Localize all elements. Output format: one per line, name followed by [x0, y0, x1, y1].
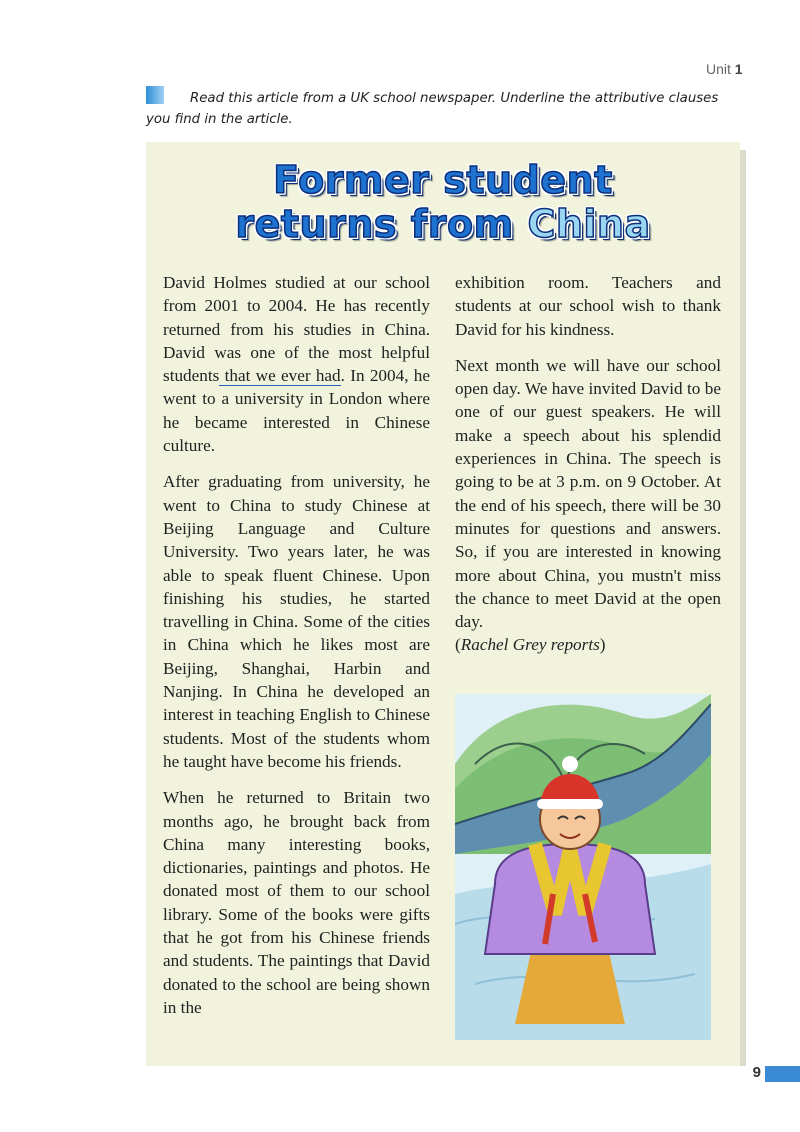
paragraph-1: David Holmes studied at our school from 2001 to 2004. He has recently returned from his studies in China. David was one of the most helpful students that we ever had. In 2004, he went to a university in London where he became interested in Chinese culture. — [163, 273, 430, 456]
byline: Rachel Grey reports — [460, 635, 600, 655]
page-tab — [765, 1066, 800, 1082]
paragraph-5: Next month we will have our school open day. We have invited David to be one of our guest speakers. He will make a speech about his splendid experiences in China. The speech is going to be at 3 p.m. on 9 October. At the end of his speech, there will be 30 minutes for questions and answers. So, if you are interested in knowing more about China, you mustn't miss the chance to meet David at the open day. (Rachel Grey reports) — [455, 355, 721, 655]
underlined-clause[interactable]: that we ever had — [219, 366, 341, 386]
paragraph-3: When he returned to Britain two months ago, he brought back from China many interesting books, dictionaries, paintings and photos. He donated most of them to our school library. Some of the books were gifts that he got from his Chinese friends and students. The paintings that David donated to the school are being shown in the — [163, 788, 430, 1017]
page-number: 9 — [752, 1064, 761, 1081]
title-line-1: Former student — [273, 158, 613, 202]
instruction-text: Read this article from a UK school newspaper. Underline the attributive clauses you find in the article. — [146, 91, 719, 127]
unit-label: Unit 1 — [706, 61, 743, 77]
article-title — [146, 158, 740, 246]
article-left-column — [163, 271, 430, 1032]
title-line-2: returns from China — [235, 202, 651, 246]
title-highlight: China — [527, 202, 651, 246]
unit-number: 1 — [734, 61, 743, 77]
panel-shadow — [740, 150, 746, 1066]
article-right-column — [455, 271, 721, 657]
great-wall-boy-illustration — [455, 694, 711, 1040]
paragraph-4: exhibition room. Teachers and students at our school wish to thank David for his kindness. — [455, 273, 721, 339]
paragraph-2: After graduating from university, he went to China to study Chinese at Beijing Language and Culture University. Two years later, he was able to speak fluent Chinese. Upon finishing his studies, he started travelling in China. Some of the cities in China which he likes most are Beijing, Shanghai, Harbin and Nanjing. In China he developed an interest in teaching English to Chinese students. Most of the students whom he taught have become his friends. — [163, 472, 430, 771]
